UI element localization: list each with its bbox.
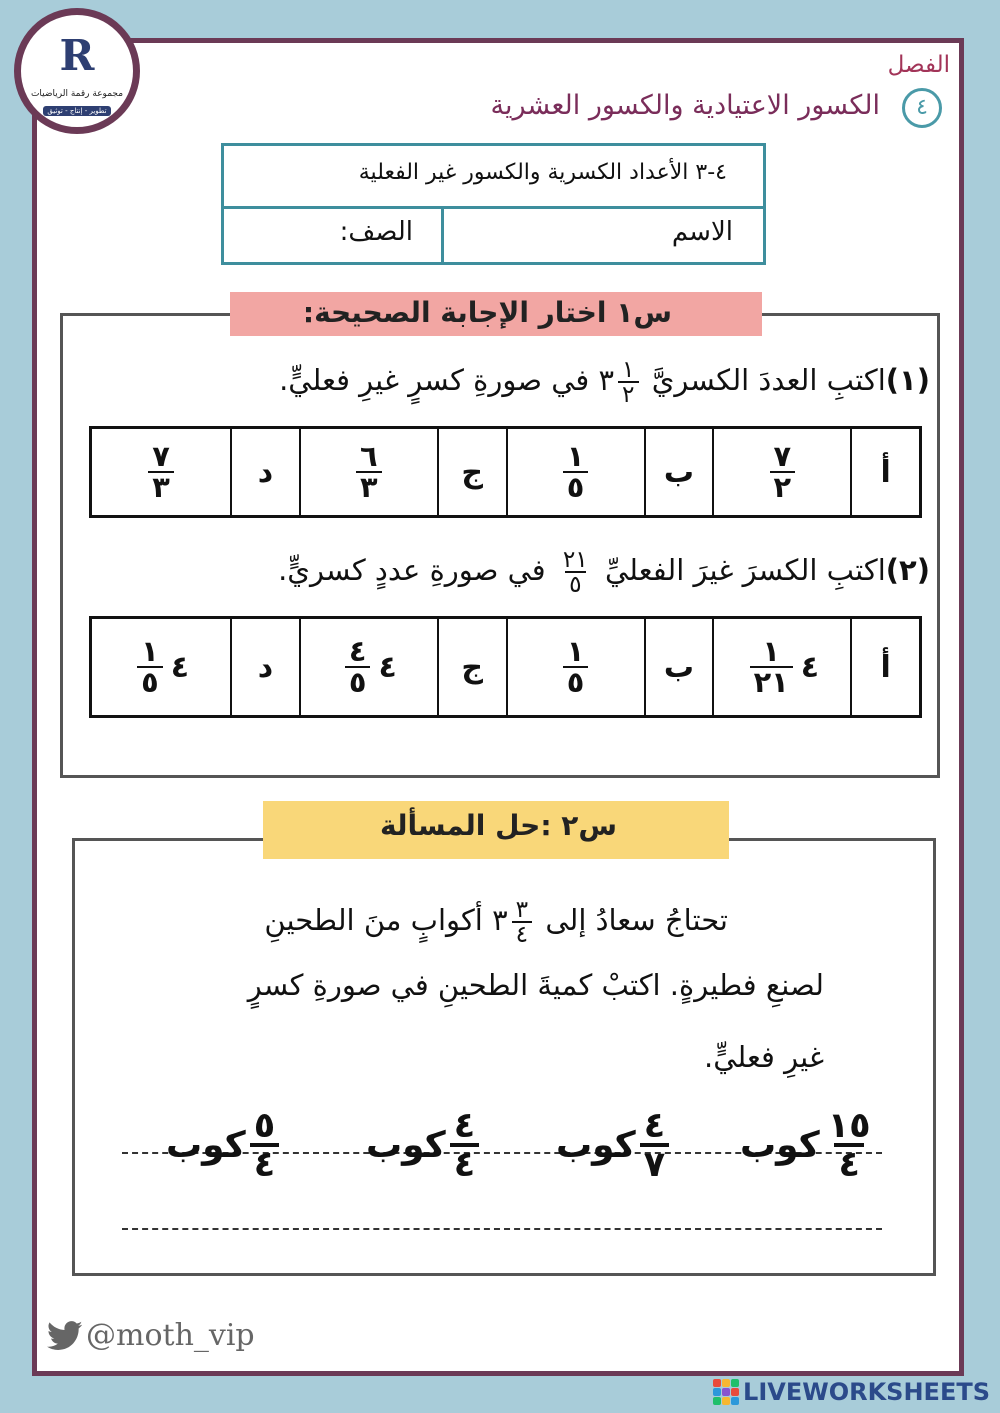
answer-option-1[interactable]: $\frac{١٥}{٤}$ كوب: [740, 1105, 871, 1186]
q1-choice-b[interactable]: $\frac{١}{٥}$: [506, 429, 644, 515]
problem-line1: تحتاجُ سعادُ إلى $\frac{٣}{٤}$ ٣ أكوابٍ منَ الطحينِ: [264, 896, 728, 949]
question2-number: (٢): [885, 553, 930, 588]
q2-choice-c-letter: ج: [437, 619, 506, 715]
chapter-label: الفصل: [887, 52, 950, 78]
liveworksheets-logo-icon: [713, 1379, 739, 1405]
problem-fraction: $\frac{٣}{٤}$: [512, 898, 532, 946]
q1-choice-d-letter: د: [230, 429, 299, 515]
question1-text: (١)اكتبِ العددَ الكسريَّ $\frac{١}{٢}$ ٣ في صورةِ كسرٍ غيرِ فعليٍّ.: [279, 356, 930, 409]
class-label: الصف:: [339, 217, 413, 247]
lesson-title-row: [224, 146, 763, 209]
liveworksheets-brand-text: LIVEWORKSHEETS: [743, 1378, 990, 1406]
q1-choice-c-letter: ج: [437, 429, 506, 515]
answer-options: [120, 1105, 880, 1208]
twitter-credit: [46, 1318, 255, 1353]
q1-choice-b-letter: ب: [644, 429, 713, 515]
logo-tagline: تطوير - إنتاج - توثيق: [21, 107, 133, 115]
section2-banner: [263, 801, 729, 859]
answer-line-bottom: [122, 1228, 882, 1230]
answer-option-2[interactable]: $\frac{٤}{٧}$ كوب: [556, 1108, 673, 1182]
name-field[interactable]: [441, 209, 763, 262]
q1-choice-a-letter: أ: [850, 429, 919, 515]
twitter-handle: @moth_vip: [86, 1318, 255, 1353]
name-label: الاسم: [671, 217, 733, 247]
q1-choice-d[interactable]: $\frac{٧}{٣}$: [92, 429, 230, 515]
question2-choices: [89, 616, 922, 718]
answer-option-4[interactable]: $\frac{٥}{٤}$ كوب: [166, 1108, 283, 1182]
logo-mark: R: [59, 31, 95, 80]
q1-choice-a[interactable]: $\frac{٧}{٢}$: [712, 429, 850, 515]
q2-choice-b[interactable]: $\frac{١}{٥}$: [506, 619, 644, 715]
answer-option-3[interactable]: $\frac{٤}{٤}$ كوب: [366, 1108, 483, 1182]
lesson-title: ٤-٣ الأعداد الكسرية والكسور غير الفعلية: [358, 160, 727, 185]
section1-banner: [230, 292, 762, 336]
section1-title: س١ اختار الإجابة الصحيحة:: [302, 296, 672, 329]
question1-fraction: $\frac{١}{٢}$: [618, 358, 638, 406]
section2-title: س٢ :حل المسألة: [380, 809, 617, 842]
liveworksheets-brand[interactable]: [713, 1378, 990, 1406]
q2-choice-a-letter: أ: [850, 619, 919, 715]
chapter-number-badge: ٤: [902, 88, 942, 128]
q2-choice-c[interactable]: ٤ $\frac{٤}{٥}$: [299, 619, 437, 715]
q2-choice-b-letter: ب: [644, 619, 713, 715]
question2-text: (٢)اكتبِ الكسرَ غيرَ الفعليِّ $\frac{٢١}{٥}$ في صورةِ عددٍ كسريٍّ.: [278, 546, 930, 599]
q1-choice-c[interactable]: $\frac{٦}{٣}$: [299, 429, 437, 515]
q2-choice-d[interactable]: ٤ $\frac{١}{٥}$: [92, 619, 230, 715]
q2-choice-d-letter: د: [230, 619, 299, 715]
twitter-bird-icon: [46, 1321, 84, 1351]
chapter-title: الكسور الاعتيادية والكسور العشرية: [490, 90, 880, 121]
question1-number: (١): [885, 363, 930, 398]
q2-choice-a[interactable]: ٤ $\frac{١}{٢١}$: [712, 619, 850, 715]
student-info-table: [221, 143, 766, 265]
problem-line2: لصنعِ فطيرةٍ. اكتبْ كميةَ الطحينِ في صورةِ كسرٍ: [247, 968, 824, 1002]
question1-choices: [89, 426, 922, 518]
question2-fraction: $\frac{٢١}{٥}$: [562, 546, 588, 599]
logo-group-name: مجموعة رقمة الرياضيات: [30, 89, 124, 99]
logo: [14, 8, 140, 134]
problem-line3: غيرِ فعليٍّ.: [704, 1040, 824, 1074]
